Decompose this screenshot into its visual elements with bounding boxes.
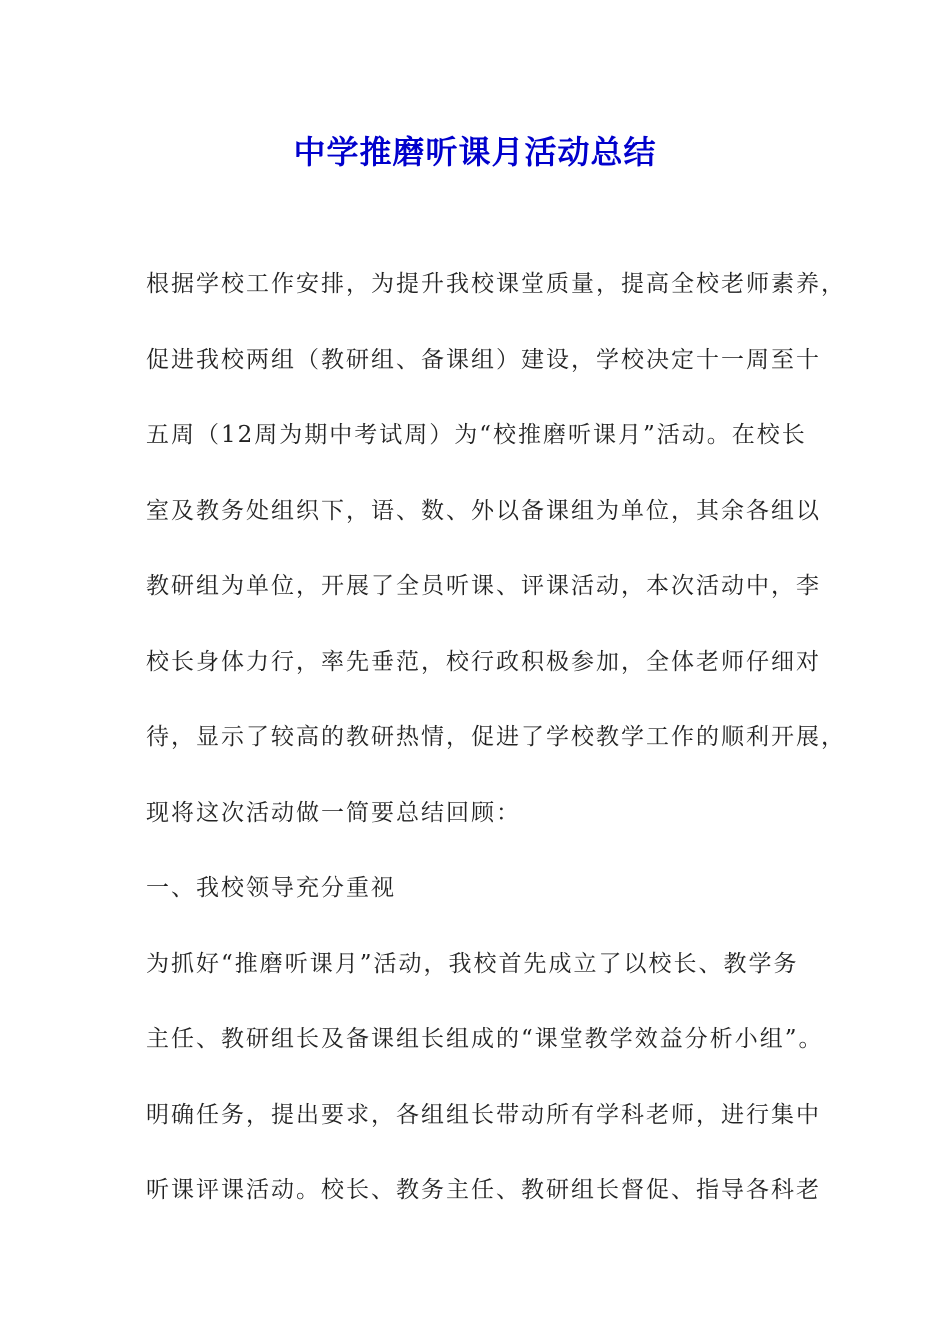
paragraph-line: 现将这次活动做一简要总结回顾： (146, 799, 521, 826)
paragraph-line: 促进我校两组（教研组、备课组）建设，学校决定十一周至十 (146, 346, 821, 373)
paragraph-line: 为抓好“推磨听课月”活动，我校首先成立了以校长、教学务 (146, 950, 799, 977)
document-title: 中学推磨听课月活动总结 (293, 133, 657, 171)
paragraph-line: 根据学校工作安排，为提升我校课堂质量，提高全校老师素养， (146, 271, 846, 297)
document-body (146, 262, 846, 1244)
paragraph-line: 听课评课活动。校长、教务主任、教研组长督促、指导各科老 (146, 1177, 821, 1203)
section-heading: 一、我校领导充分重视 (146, 875, 396, 901)
paragraph-line: 校长身体力行，率先垂范，校行政积极参加，全体老师仔细对 (146, 648, 821, 675)
paragraph-line: 室及教务处组织下，语、数、外以备课组为单位，其余各组以 (146, 497, 821, 524)
paragraph-line: 主任、教研组长及备课组长组成的“课堂教学效益分析小组”。 (146, 1026, 824, 1052)
paragraph-line: 教研组为单位，开展了全员听课、评课活动，本次活动中，李 (146, 573, 821, 599)
paragraph-line: 待，显示了较高的教研热情，促进了学校教学工作的顺利开展， (146, 724, 846, 750)
paragraph-line: 明确任务，提出要求，各组组长带动所有学科老师，进行集中 (146, 1101, 821, 1128)
paragraph-line: 五周（12周为期中考试周）为“校推磨听课月”活动。在校长 (146, 422, 807, 448)
